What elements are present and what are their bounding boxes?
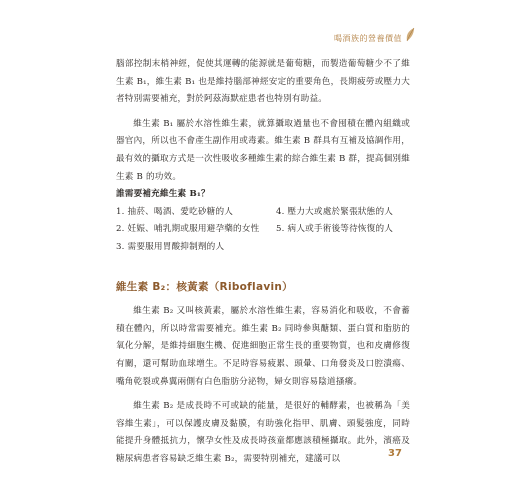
paragraph-b2-intro: 維生素 B₂ 又叫核黃素，屬於水溶性維生素，容易消化和吸收，不會蓄積在體內，所以時常需要補充。維生素 B₂ 同時參與醣類、蛋白質和脂肪的氧化分解，是維持細胞生機、促進細胞正常生長的重要物質，也和皮膚修復有關，還可幫助血球增生。不足時容易疲累、頭暈、口角發炎及口腔潰瘍、嘴角乾裂或鼻翼兩側有白色脂肪分泌物，婦女則容易陰道搔癢。	[116, 306, 410, 387]
list-item: 4. 壓力大或處於緊張狀態的人	[276, 206, 394, 217]
page-number: 37	[388, 448, 402, 459]
paragraph-b1-solubility: 維生素 B₁ 屬於水溶性維生素，就算攝取過量也不會囤積在體內組織或器官內，所以也不會產生副作用或毒素。維生素 B 群具有互補及協調作用，最有效的攝取方式是一次性吸收多種維生素的綜合維生素 B 群，提高個別維生素 B 的功效。	[116, 118, 410, 182]
who-needs-list	[116, 204, 410, 257]
list-item: 1. 抽菸、喝酒、愛吃砂糖的人	[116, 206, 234, 217]
who-needs-heading: 誰需要補充維生素 B₁？	[116, 189, 210, 200]
section-title-b2: 維生素 B₂：核黃素（Riboflavin）	[116, 280, 293, 293]
paragraph-b2-benefits: 維生素 B₂ 是成長時不可或缺的能量，是很好的輔酵素，也被稱為「美容維生素」，可以保護皮膚及黏膜，有助強化指甲、肌膚、頭髮強度，同時能提升身體抵抗力，懷孕女性及成長時孩童都應該積極攝取。此外，濱癌及糖尿病患者容易缺乏維生素 B₂，需要特別補充，建議可以	[116, 401, 410, 464]
list-item: 3. 需要服用胃酸抑制劑的人	[116, 241, 225, 252]
list-item: 2. 妊娠、哺乳期或服用避孕藥的女性	[116, 224, 260, 235]
page-body	[116, 56, 410, 468]
list-item: 5. 病人或手術後等待恢復的人	[276, 224, 394, 235]
leaf-icon	[404, 27, 416, 43]
paragraph-intro: 腦部控制末梢神經，促使其運轉的能源就是葡萄糖，而製造葡萄糖少不了維生素 B₁，維生素 B₁ 也是維持腦部神經安定的重要角色，長期疲勞或壓力大者特別需要補充，對於阿茲海默症患者也特別有助益。	[116, 59, 410, 105]
running-header: 喝酒族的營養價值	[334, 34, 402, 43]
